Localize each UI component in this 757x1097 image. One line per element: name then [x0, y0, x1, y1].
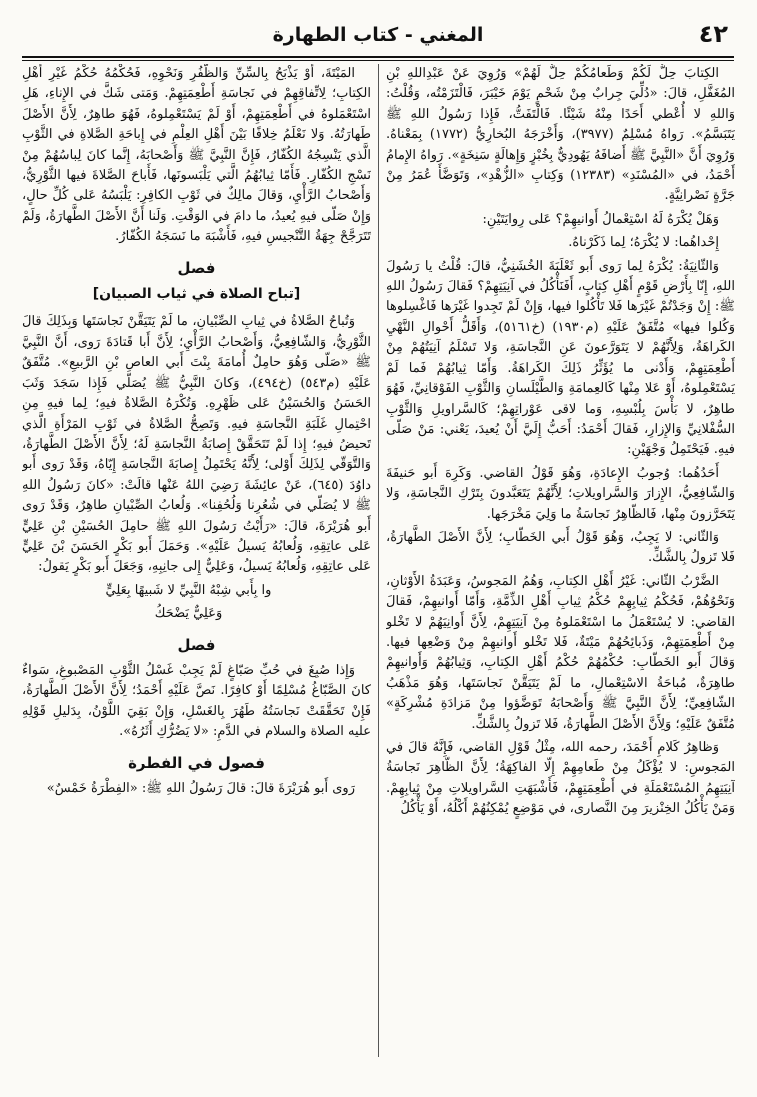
page-number: ٤٢: [698, 20, 728, 48]
paragraph: أَحَدُهُما: وُجوبُ الإِعادَةِ، وَهُوَ قَوْلُ القاضي. وَكَرِهَ أَبو حَنيفَةَ وَالشّافِعِيُّ، الإِزارَ وَالسَّراويلاتِ؛ لِأَنَّهُمْ يَتَعَبَّدونَ بِتَرْكِ النَّجاسَةِ، وَلا يَتَحَرَّزونَ مِنْها، فَالظّاهِرُ نَجاسَةُ ما وَلِيَ مَخْرَجَها.: [386, 465, 735, 522]
header-rule-thin: [22, 60, 734, 61]
running-title: المغني - كتاب الطهارة: [272, 24, 484, 46]
paragraph: وَالثّاني: لا يَجِبُ، وَهُوَ قَوْلُ أَبي الخَطّابِ؛ لِأَنَّ الأَصْلَ الطَّهارَةُ، فَلا تَزولُ بِالشَّكِّ.: [386, 529, 735, 566]
left-column: [22, 64, 371, 1067]
paragraph: رَوى أَبو هُرَيْرَةَ قالَ: قالَ رَسُولُ اللهِ ﷺ: «الفِطْرَةُ خَمْسٌ»: [46, 781, 355, 796]
paragraph: الضَّرْبُ الثّاني: غَيْرُ أَهْلِ الكِتابِ، وَهُمُ المَجوسُ، وَعَبَدَةُ الأَوْثانِ، وَنَحْوُهُمْ، فَحُكْمُ ثِيابِهِمْ حُكْمُ ثِيابِ أَهْلِ الذِّمَّةِ، وَأَمّا أَوانيهِمْ، فَقالَ القاضي: لا يُسْتَعْمَلُ ما اسْتَعْمَلوهُ مِنْ آنِيَتِهِمْ، لِأَنَّ أَوانِيَهُمْ لا تَخْلو مِنْ أَطْعِمَتِهِمْ، وَذَبائِحُهُمْ مَيْتَةٌ، فَلا تَخْلو أَوانيهِمْ مِنْ وَضْعِها فيها. وَقالَ أَبو الخَطّابِ: حُكْمُهُمْ حُكْمُ أَهْلِ الكِتابِ، وَثِيابُهُمْ وَأَوانيهِمْ طاهِرَةٌ، مُباحَةُ الاسْتِعْمالِ، ما لَمْ يَتَيَقَّنْ نَجاسَتَها، وَهُوَ مَذْهَبُ الشّافِعِيِّ؛ لِأَنَّ النَّبِيَّ ﷺ وَأَصْحابَهُ تَوَضَّؤوا مِنْ مَزادَةِ مُشْرِكَةٍ» مُتَّفَقٌ عَلَيْهِ؛ وَلِأَنَّ الأَصْلَ الطَّهارَةُ، فَلا تَزولُ بِالشَّكِّ.: [386, 573, 735, 732]
paragraph: وَإِذا صُبِغَ في حُبِّ صَبّاغٍ لَمْ يَجِبْ غَسْلُ الثَّوْبِ المَصْبوغِ، سَواءٌ كانَ الصَّبّاغُ مُسْلِمًا أَوْ كافِرًا. نَصَّ عَلَيْهِ أَحْمَدُ؛ لِأَنَّ الأَصْلَ الطَّهارَةُ، فَإِنْ تَحَقَّقَتْ نَجاسَتُهُ طَهُرَ بِالغَسْلِ، وَإِنْ بَقِيَ اللَّوْنُ، بِدَليلِ قَوْلِهِ عليه الصلاة والسلام في الدَّمِ: «لا يَضُرُّكِ أَثَرُهُ».: [22, 662, 371, 740]
paragraph: وَهَلْ يُكْرَهُ لَهُ اسْتِعْمالُ أَوانيهِمْ؟ عَلى رِوايَتَيْنِ:: [482, 211, 719, 227]
section-heading: فصل: [177, 635, 216, 654]
paragraph: وَالثّانِيَةُ: يُكْرَهُ لِما رَوى أَبو ثَعْلَبَةَ الخُشَنِيُّ، قالَ: قُلْتُ يا رَسُولَ اللهِ، إِنّا بِأَرْضِ قَوْمٍ أَهْلِ كِتابٍ، أَفَنَأْكُلُ في آنِيَتِهِمْ؟ فَقالَ رَسُولُ اللهِ ﷺ: إِنْ وَجَدْتُمْ غَيْرَها فَلا تَأْكُلوا فيها، وَإِنْ لَمْ تَجِدوا غَيْرَها فَاغْسِلوها وَكُلوا فيها» مُتَّفَقٌ عَلَيْهِ (م١٩٣٠) (خ٥١٦١)، وَأَقَلُّ أَحْوالِ النَّهْيِ الكَراهَةُ، وَلِأَنَّهُمْ لا يَتَوَرَّعونَ عَنِ النَّجاسَةِ، وَلا تَسْلَمُ آنِيَتُهُمْ مِنْ أَطْعِمَتِهِمْ، وَأَدْنى ما يُؤَثِّرُ ذَلِكَ الكَراهَةُ. وَأَمّا ثِيابُهُمْ فَما لَمْ يَسْتَعْمِلوهُ، أَوْ عَلا مِنْها كَالعِمامَةِ وَالطَّيْلَسانِ وَالثَّوْبِ الفَوْقانِيِّ، فَهُوَ طاهِرٌ، لا بَأْسَ بِلُبْسِهِ، وَما لاقى عَوْراتِهِمْ؛ كَالسَّراويلِ وَالثَّوْبِ السُّفْلانِيِّ وَالإِزارِ، فَقالَ أَحْمَدُ: أَحَبُّ إِلَيَّ أَنْ يُعيدَ، يَعْني: مَنْ صَلّى فيهِ. فَيَحْتَمِلُ وَجْهَيْنِ:: [386, 258, 735, 458]
paragraph: المَيْتَةَ، أَوْ يَذْبَحُ بِالسِّنِّ وَالظُّفُرِ وَنَحْوِهِ، فَحُكْمُهُ حُكْمُ غَيْرِ أَهْلِ الكِتابِ؛ لِاتِّفاقِهِمْ في نَجاسَةِ أَطْعِمَتِهِمْ. وَمَتى شَكَّ في الإِناءِ، هَلِ اسْتَعْمَلوهُ في أَطْعِمَتِهِمْ، أَوْ لَمْ يَسْتَعْمِلوهُ، فَهُوَ طاهِرٌ، لِأَنَّ الأَصْلَ طَهارَتُهُ. وَلا نَعْلَمُ خِلافًا بَيْنَ أَهْلِ العِلْمِ في إِباحَةِ الصَّلاةِ في الثَّوْبِ الَّذي يَنْسِجُهُ الكُفّارُ، فَإِنَّ النَّبِيَّ ﷺ وَأَصْحابَهُ، إِنَّما كانَ لِباسُهُمْ مِنْ نَسْجِ الكُفّارِ. فَأَمّا ثِيابُهُمُ الَّتي يَلْبَسونَها، فَأَباحَ الصَّلاةَ فيها الثَّوْرِيُّ، وَأَصْحابُ الرَّأْيِ، وَقالَ مالِكٌ في ثَوْبِ الكافِرِ: يَلْبَسُهُ عَلى كُلِّ حالٍ، وَإِنْ صَلّى فيهِ يُعيدُ، ما دامَ في الوَقْتِ. وَلَنا أَنَّ الأَصْلَ الطَّهارَةُ، وَلَمْ تَتَرَجَّحْ جِهَةُ التَّنْجيسِ فيهِ، فَأَشْبَهَ ما نَسَجَهُ الكُفّارُ.: [22, 66, 371, 245]
header-rule: [22, 56, 734, 58]
paragraph: إِحْداهُما: لا يُكْرَهُ؛ لِما ذَكَرْناهُ.: [568, 235, 719, 251]
section-heading: فصل: [177, 258, 216, 277]
paragraph: وَظاهِرُ كَلامِ أَحْمَدَ، رحمه الله، مِثْلُ قَوْلِ القاضي، فَإِنَّهُ قالَ في المَجوسِ: لا يُؤْكَلُ مِنْ طَعامِهِمْ إِلّا الفاكِهَةُ؛ لِأَنَّ الظّاهِرَ نَجاسَةُ آنِيَتِهِمُ المُسْتَعْمَلَةِ في أَطْعِمَتِهِمْ، فَأَشْبَهَتِ السَّراويلاتِ مِنْ ثِيابِهِمْ. وَمَنْ يَأْكُلُ الخِنْزيرَ مِنَ النَّصارى، في مَوْضِعٍ يُمْكِنُهُمْ أَكْلُهُ، أَوْ يَأْكُلُ: [386, 740, 735, 817]
paragraph: وَتُباحُ الصَّلاةُ في ثِيابِ الصِّبْيانِ، ما لَمْ يَتَيَقَّنْ نَجاسَتَها وَبِذَلِكَ قالَ الثَّوْرِيُّ، وَالشّافِعِيُّ، وَأَصْحابُ الرَّأْيِ؛ لِأَنَّ أَبا قَتادَةَ رَوى، أَنَّ النَّبِيَّ ﷺ «صَلّى وَهُوَ حامِلٌ أُمامَةَ بِنْتَ أَبي العاصِ بْنِ الرَّبيعِ». مُتَّفَقٌ عَلَيْهِ (م٥٤٣) (خ٤٩٤)، وَكانَ النَّبِيُّ ﷺ يُصَلّي فَإِذا سَجَدَ وَثَبَ الحَسَنُ وَالحُسَيْنُ عَلى ظَهْرِهِ. وَتُكْرَهُ الصَّلاةُ فيهِ؛ لِما فيهِ مِنِ احْتِمالِ غَلَبَةِ النَّجاسَةِ فيهِ. وَتَصِحُّ الصَّلاةُ في ثَوْبِ المَرْأَةِ الَّذي تَحيضُ فيهِ؛ إِذا لَمْ تَتَحَقَّقْ إِصابَةُ النَّجاسَةِ لَهُ؛ لِأَنَّ الأَصْلَ الطَّهارَةُ، وَالتَّوَقّي لِذَلِكَ أَوْلى؛ لِأَنَّهُ يَحْتَمِلُ إِصابَةَ النَّجاسَةِ إِيّاهُ، وَقَدْ رَوى أَبو داوُدَ (٦٤٥)، عَنْ عائِشَةَ رَضِيَ اللهُ عَنْها قالَتْ: «كانَ رَسُولُ اللهِ ﷺ لا يُصَلّي في شُعُرِنا وَلُحُفِنا». وَلُعابُ الصِّبْيانِ طاهِرٌ، وَقَدْ رَوى أَبو هُرَيْرَةَ، قالَ: «رَأَيْتُ رَسُولَ اللهِ ﷺ حامِلَ الحُسَيْنِ بْنِ عَلِيٍّ عَلى عاتِقِهِ، وَلُعابُهُ يَسيلُ عَلَيْهِ». وَحَمَلَ أَبو بَكْرٍ الحَسَنَ بْنَ عَلِيٍّ عَلى عاتِقِهِ، وَلُعابُهُ يَسيلُ، وَعَلِيٌّ إِلى جانِبِهِ، وَجَعَلَ أَبو بَكْرٍ يَقولُ:: [22, 314, 371, 575]
paragraph: الكِتابَ حِلٌّ لَكُمْ وَطَعامُكُمْ حِلٌّ لَهُمْ» وَرُوِيَ عَنْ عَبْدِاللهِ بْنِ المُغَفَّلِ، قالَ: «دُلِّيَ جِرابٌ مِنْ شَحْمٍ يَوْمَ خَيْبَرَ، فَالْتَزَمْتُه، وَقُلْتُ: وَاللهِ لا أُعْطي أَحَدًا مِنْهُ شَيْئًا. فَالْتَفَتُّ، فَإِذا رَسُولُ اللهِ ﷺ يَتَبَسَّمُ». رَواهُ مُسْلِمٌ (٣٩٧٧)، وَأَخْرَجَهُ البُخارِيُّ (١٧٧٢) بِمَعْناهُ. وَرُوِيَ أَنَّ «النَّبِيَّ ﷺ أَضافَهُ يَهُودِيٌّ بِخُبْزٍ وَإِهالَةٍ سَنِخَةٍ». رَواهُ الإِمامُ أَحْمَدُ، في «المُسْنَدِ» (١٢٣٨٣) وَكِتابِ «الزُّهْدِ»، وَتَوَضَّأَ عُمَرُ مِنْ جَرَّةٍ نَصْرانِيَّةٍ.: [386, 66, 735, 204]
section-heading: فصول في الفطرة: [128, 753, 265, 772]
column-divider: [378, 64, 379, 1057]
right-column: [386, 64, 735, 1067]
verse-line: وا بِأَبي شِبْهُ النَّبِيِّ لا شَبيهًا بِعَلِيٍّ: [105, 582, 272, 598]
verse-line: وَعَلِيٌّ يَضْحَكُ: [154, 606, 223, 622]
page-header: [22, 18, 734, 56]
section-title: [تباح الصلاة في ثياب الصبيان]: [92, 286, 301, 303]
